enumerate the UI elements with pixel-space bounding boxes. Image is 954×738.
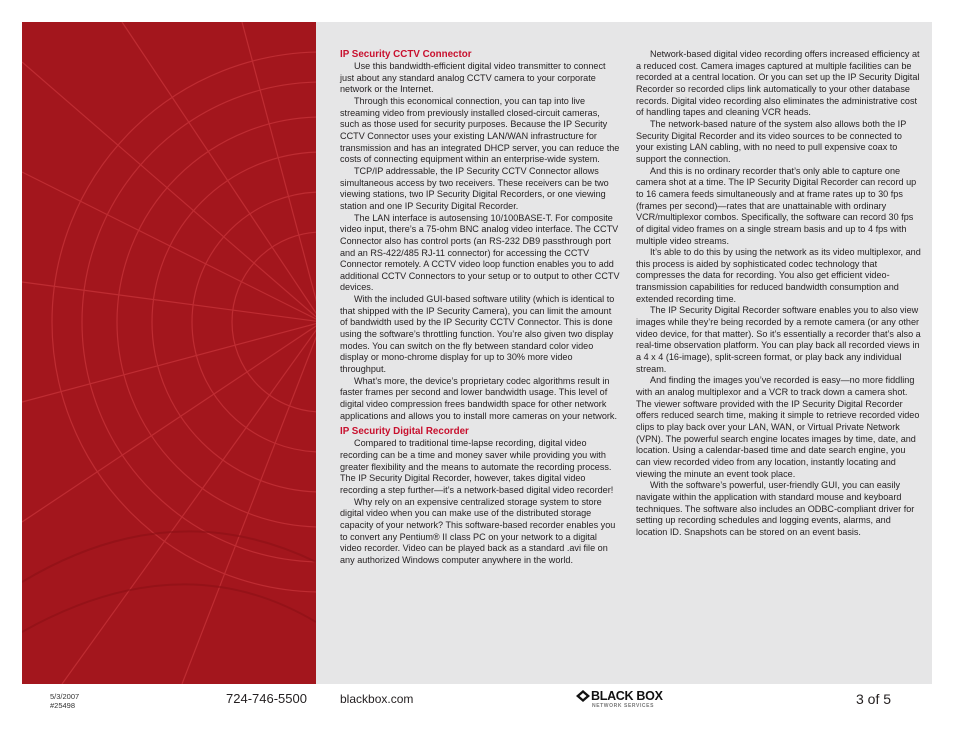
paragraph: Through this economical connection, you can tap into live streaming video from previously installed closed-circuit cameras, such as those used for security purposes. Because the IP Security CCTV Connector uses your existing LAN/WAN infrastructure for transmission and has an integrated DHCP server, you can reduce the costs of connecting equipment within an enterprise-wide system.: [340, 95, 620, 165]
paragraph: What’s more, the device’s proprietary codec algorithms result in faster frames per second and lower bandwidth usage. This level of digital video compression frees bandwidth space for other network applications and allows you to install more cameras on your network.: [340, 375, 617, 421]
paragraph: The LAN interface is autosensing 10/100BASE-T. For composite video input, there’s a 75-ohm BNC analog video interface. The CCTV Connector also has control ports (an RS-232 DB9 passthrough port and an RS-422/485 RJ-11 connector) for accessing the CCTV Connector remotely. A CCTV video loop function enables you to add additional CCTV Connectors to your setup or to output to other CCTV devices.: [340, 212, 620, 293]
paragraph: And finding the images you’ve recorded is easy—no more fiddling with an analog multiplexor and a VCR to track down a camera shot. The viewer software provided with the IP Security Digital Recorder offers reduced search time, making it simple to retrieve recorded video clips to play back over your LAN, WAN, or Virtual Private Network (VPN). The powerful search engine locates images by time, date, and location. Using a calendar-based time and date search engine, you can view recorded video from any location, instantly locating and viewing the minute an event took place.: [636, 375, 920, 479]
decorative-red-panel: [22, 22, 316, 684]
article-panel: [316, 22, 932, 684]
cctv-connector-heading: IP Security CCTV Connector: [340, 49, 472, 60]
phone-number: 724-746-5500: [226, 691, 307, 706]
document-meta: [50, 692, 79, 710]
paragraph: And this is no ordinary recorder that’s only able to capture one camera shot at a time. The IP Security Digital Recorder can record up to 16 camera feeds simultaneously and at frame rates up to 30 fps (frames per second)—rates that are unattainable with ordinary VCR/multiplexor combos. Specifically, the software can record 30 fps of digital video frames on a single stream basis and up to 4 fps with multiple video streams.: [636, 165, 917, 246]
paragraph: TCP/IP addressable, the IP Security CCTV Connector allows simultaneous access by two receivers. These receivers can be two viewing stations, two IP Security Digital Recorders, or one viewing station and one IP Security Digital Recorder.: [340, 165, 609, 211]
paragraph: Network-based digital video recording offers increased efficiency at a reduced cost. Camera images captured at multiple facilities can be recorded at a central location. Or you can set up the IP Security Digital Recorder so recorded clips link automatically to your other database records. Digital video recording also eliminates the administrative cost of handling tapes and cleaning VCR heads.: [636, 49, 920, 118]
page-footer: [0, 684, 954, 738]
paragraph: It’s able to do this by using the network as its video multiplexor, and this process is aided by sophisticated codec technology that compresses the data for recording. You also get efficient video-transmission capabilities for reduced bandwidth consumption and extended recording time.: [636, 247, 921, 304]
document-number: #25498: [50, 701, 76, 710]
abstract-panel-graphic: [22, 22, 316, 684]
paragraph: With the included GUI-based software utility (which is identical to that shipped with the IP Security Camera), you can limit the amount of bandwidth used by the IP Security CCTV Connector. This is done using the software’s throttling function. You’re also given two display modes. You can switch on the fly between standard color video display or mono-chrome display for up to 30% more video throughput.: [340, 294, 615, 375]
paragraph: With the software’s powerful, user-friendly GUI, you can easily navigate within the application with standard mouse and keyboard techniques. The software also includes an ODBC-compliant driver for setting up recording schedules and logging events, alarms, and location ID. Snapshots can be stored on an event basis.: [636, 480, 915, 537]
page-number: 3 of 5: [856, 691, 892, 707]
left-text-column: [340, 49, 620, 567]
right-text-column: [636, 49, 922, 539]
paragraph: Compared to traditional time-lapse recording, digital video recording can be a time and money saver while providing you with greater flexibility and the means to automate the recording process. The IP Security Digital Recorder, however, takes digital video recording a step further—it’s a network-based digital video recorder!: [340, 438, 614, 495]
logo-diamond-icon: [576, 690, 590, 702]
digital-recorder-heading: IP Security Digital Recorder: [340, 426, 469, 438]
paragraph: The IP Security Digital Recorder software enables you to also view images while they’re being recorded by a remote camera (or any other video device, for that matter). So it’s essentially a recorder that’s also a real-time observation platform. You can play back all recorded views in a 4 x 4 (16-image), split-screen format, or play back any individual stream.: [636, 305, 921, 374]
paragraph: The network-based nature of the system also allows both the IP Security Digital Recorder and its video sources to be connected to your existing LAN cabling, with no need to pull expensive coax to support the connection.: [636, 118, 907, 164]
black-box-logo: [576, 689, 676, 713]
paragraph: Use this bandwidth-efficient digital video transmitter to connect just about any standard analog CCTV camera to your corporate network or the Internet.: [340, 61, 606, 95]
paragraph: Why rely on an expensive centralized storage system to store digital video when you can make use of the distributed storage capacity of your network? This software-based recorder enables you to convert any Pentium® II class PC on your network to a digital video recorder. Video can be played back as a standard .avi file on any authorized Windows computer anywhere in the world.: [340, 496, 616, 565]
publish-date: 5/3/2007: [50, 692, 80, 701]
website-link[interactable]: blackbox.com: [340, 692, 414, 706]
logo-wordmark: BLACK BOX: [591, 689, 663, 703]
logo-tagline: NETWORK SERVICES: [592, 703, 655, 709]
